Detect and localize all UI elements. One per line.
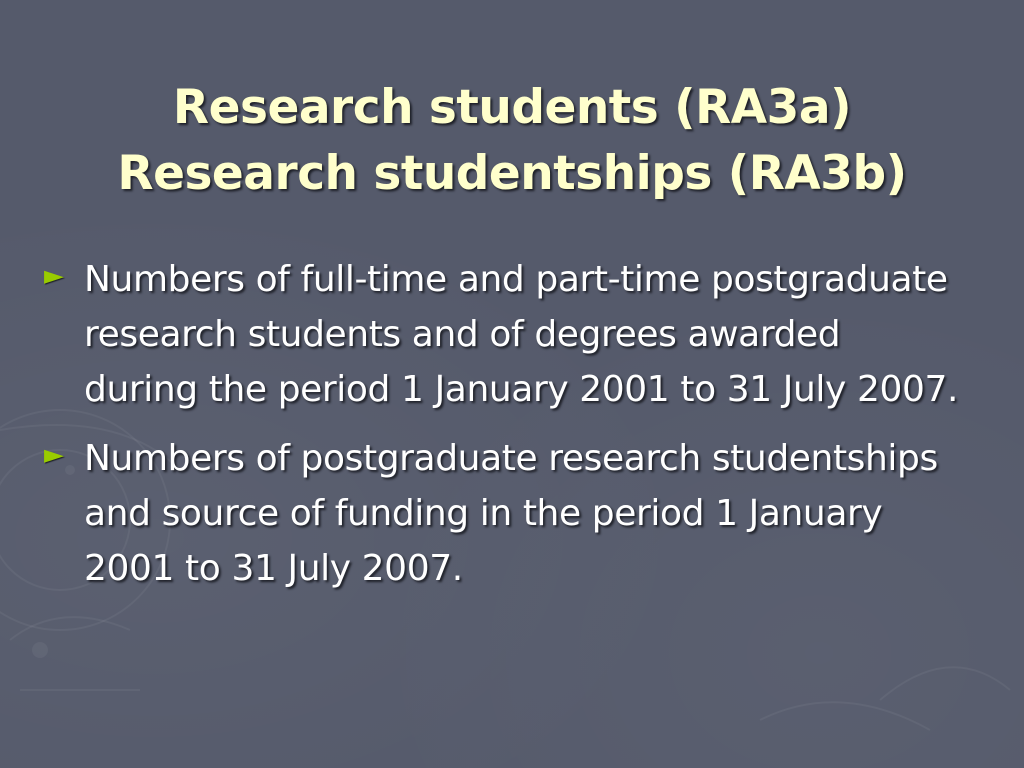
bullet-list — [44, 252, 964, 610]
slide-title — [40, 75, 984, 207]
bullet-arrow-icon: ► — [44, 440, 64, 470]
bullet-item — [44, 252, 964, 417]
bullet-text: Numbers of full-time and part-time postgraduate research students and of degrees awarded during the period 1 January 2001 to 31 July 2007. — [84, 259, 959, 410]
bullet-item — [44, 431, 964, 596]
title-line-1: Research students (RA3a) — [172, 80, 852, 136]
title-line-2: Research studentships (RA3b) — [117, 146, 907, 202]
bullet-arrow-icon: ► — [44, 261, 64, 291]
bullet-text: Numbers of postgraduate research studentships and source of funding in the period 1 January 2001 to 31 July 2007. — [84, 438, 938, 589]
